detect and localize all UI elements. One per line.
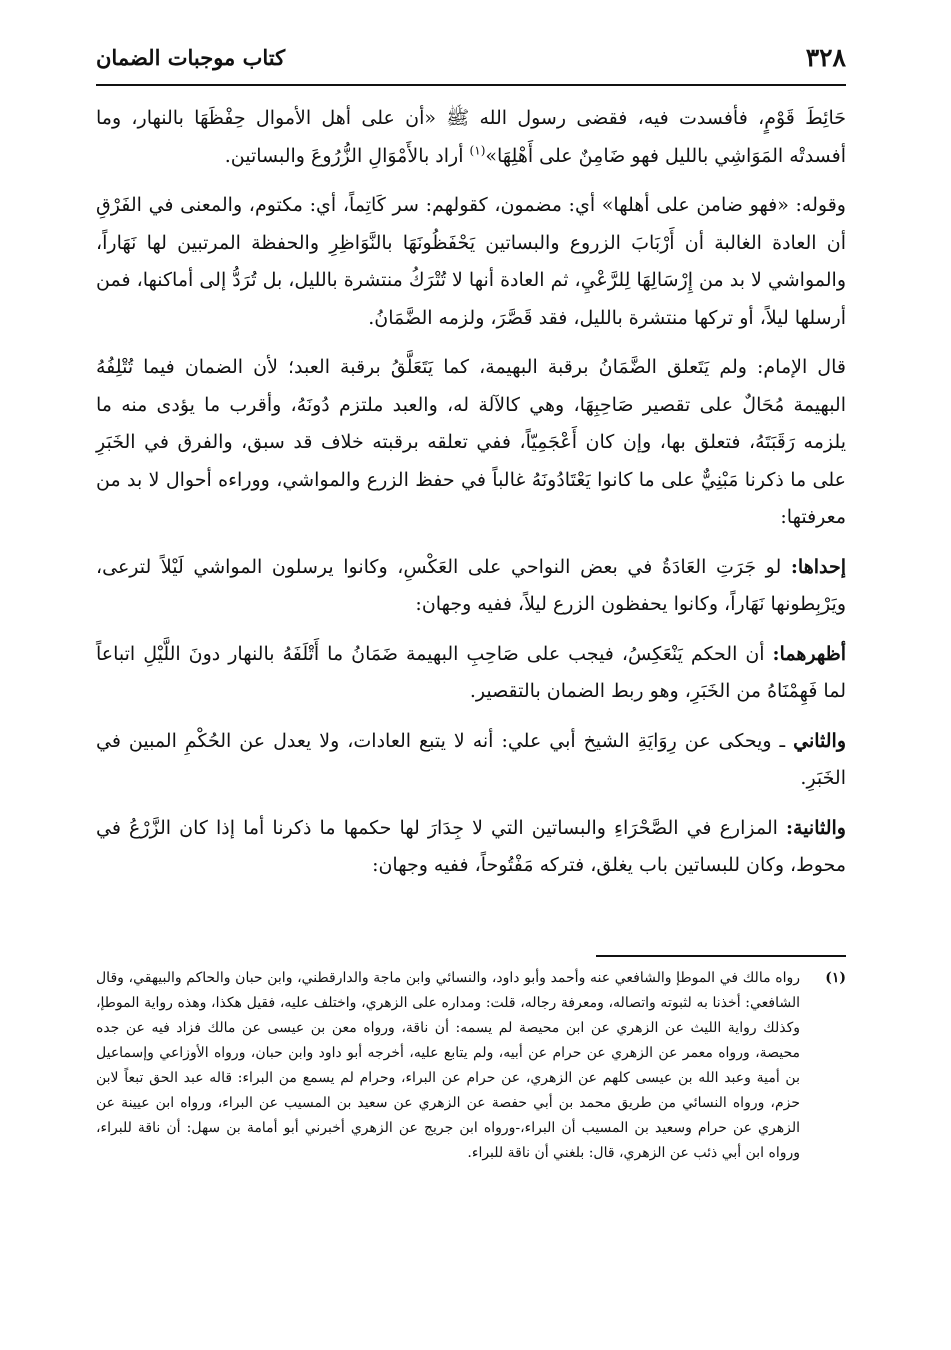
paragraph-7-text: المزارع في الصَّحْرَاءِ والبساتين التي لا جِدَارَ لها حكمها ما ذكرنا أما إذا كان الزَّرْعُ في محوط، وكان للبساتين باب يغلق، فتركه مَفْتُوحاً، ففيه وجهان: [96, 816, 846, 876]
footnote-rule [596, 955, 846, 957]
paragraph-6 [96, 723, 846, 798]
paragraph-6-text: ـ ويحكى عن رِوَايَةِ الشيخ أبي علي: أنه لا يتبع العادات، ولا يعدل عن الحُكْمِ المبين في الخَبَرِ. [96, 729, 846, 789]
paragraph-7 [96, 810, 846, 885]
paragraph-4 [96, 549, 846, 624]
paragraph-6-lead: والثاني [793, 729, 846, 752]
paragraph-1 [96, 100, 846, 175]
footnote [96, 966, 846, 1166]
main-text [96, 100, 846, 897]
page-header [96, 38, 846, 78]
paragraph-3: قال الإمام: ولم يَتَعلق الضَّمَانُ برقبة البهيمة، كما يَتَعَلَّقُ برقبة العبد؛ لأن الضمان فيما تُتْلِفُهُ البهيمة مُحَالٌ على تقصير صَاحِبِهَا، وهي كالآلة له، والعبد ملتزم دُونَهُ، وأقرب ما يؤدى منه ما يلزمه رَقَبَتَهُ، فتعلق بها، وإن كان أَعْجَمِيّاً، ففي تعلقه برقبته خلاف قد سبق، والفرق في الخَبَرِ على ما ذكرنا مَبْنِيٌّ على ما كانوا يَعْتَادُونَهُ غالباً في حفظ الزرع والمواشي، ووراءه أحوال لا بد من معرفتها: [96, 356, 846, 528]
paragraph-5-text: أن الحكم يَنْعَكِسُ، فيجب على صَاحِبِ البهيمة ضَمَانُ ما أَتْلَفَهُ بالنهار دونَ اللَّيْلِ اتباعاً لما فَهِمْنَاهُ من الخَبَرِ، وهو ربط الضمان بالتقصير. [96, 642, 846, 702]
paragraph-5 [96, 636, 846, 711]
paragraph-2: وقوله: «فهو ضامن على أهلها» أي: مضمون، كقولهم: سر كَاتِماً، أي: مكتوم، والمعنى في الفَرْقِ أن العادة الغالبة أن أَرْبَابَ الزروع والبساتين يَحْفَظُونَهَا بالنَّوَاظِرِ والحفظة المرتبين لها نَهَاراً، والمواشي لا بد من إِرْسَالِهَا لِلرَّعْيِ، ثم العادة أنها لا تُتْرَكُ منتشرة بالليل، بل تُرَدُّ إلى أماكنها، فمن أرسلها ليلاً، أو تركها منتشرة بالليل، فقد قَصَّرَ، ولزمه الضَّمَانُ. [96, 194, 846, 329]
footnote-text: رواه مالك في الموطإ والشافعي عنه وأحمد وأبو داود، والنسائي وابن ماجة والدارقطني، وابن حبان والحاكم والبيهقي، وقال الشافعي: أخذنا به لثبوته واتصاله، ومعرفة رجاله، قلت: ومداره على الزهري، واختلف عليه، فقيل هكذا، وهذه رواية الموطإ، وكذلك رواية الليث عن الزهري عن ابن محيصة لم يسمه: أن ناقة، ورواه معن بن عيسى عن مالك فزاد فيه عن جده محيصة، ورواه معمر عن الزهري عن حرام عن أبيه، ولم يتابع عليه، أخرجه أبو داود وابن حبان، ورواه الأوزاعي وإسماعيل بن أمية وعبد الله بن عيسى كلهم عن الزهري، عن حرام عن البراء، وحرام لم يسمع من البراء: قاله عبد الحق تبعاً لابن حزم، ورواه النسائي من طريق محمد بن أبي حفصة عن الزهري عن سعيد بن المسيب عن البراء، ورواه ابن عيينة عن الزهري عن حرام وسعيد بن المسيب أن البراء،-ورواه ابن جريج عن الزهري أخبرني أبو أمامة بن سهل: أن ناقة للبراء، ورواه ابن أبي ذئب عن الزهري، قال: بلغني أن ناقة للبراء. [96, 970, 800, 1161]
paragraph-4-text: لو جَرَتِ العَادَةُ في بعض النواحي على العَكْسِ، وكانوا يرسلون المواشي لَيْلاً لترعى، ويَرْبِطونها نَهَاراً، وكانوا يحفظون الزرع ليلاً، ففيه وجهان: [96, 555, 846, 615]
paragraph-5-lead: أظهرهما: [772, 642, 846, 665]
paragraph-4-lead: إحداها: [790, 555, 846, 578]
paragraph-1-text: حَائِطَ قَوْمٍ، فأفسدت فيه، فقضى رسول الله ﷺ «أن على أهل الأموال حِفْظَهَا بالنهار، وما أفسدتْه المَوَاشِي بالليل فهو ضَامِنٌ على أَهْلِهَا» [96, 107, 846, 167]
paragraph-7-lead: والثانية: [786, 816, 846, 839]
footnote-number: (١) [825, 970, 846, 986]
footnote-marker: (١) [469, 143, 486, 158]
paragraph-1-tail: أراد بالأَمْوَالِ الزُّرُوعَ والبساتين. [224, 144, 470, 167]
header-rule [96, 84, 846, 86]
page-number: ٣٢٨ [805, 43, 846, 72]
running-title: كتاب موجبات الضمان [96, 45, 286, 70]
